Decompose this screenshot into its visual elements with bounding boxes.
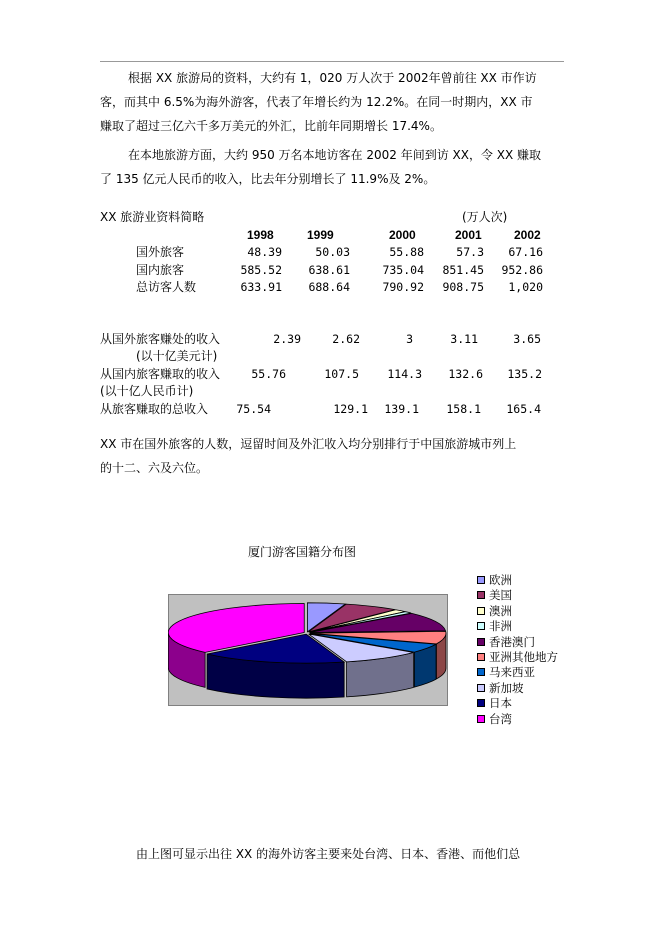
text-line: 客，而其中 6.5%为海外游客，代表了年增长约为 12.2%。在同一时期内，XX 市 (100, 95, 533, 109)
row-sublabel: (以十亿人民币计) (100, 384, 194, 398)
row-label: 从旅客赚取的总收入 (100, 402, 209, 416)
table-cell: 55.76 (251, 367, 286, 381)
legend-label: 亚洲其他地方 (489, 650, 558, 664)
legend-swatch (477, 591, 485, 599)
text-line: 赚取了超过三亿六千多万美元的外汇，比前年同期增长 17.4%。 (100, 119, 442, 133)
table-unit: (万人次) (462, 210, 508, 224)
legend-swatch (477, 622, 485, 630)
legend-label: 澳洲 (489, 603, 512, 618)
legend-label: 马来西亚 (489, 665, 535, 680)
table-cell: 638.61 (308, 263, 350, 277)
legend-swatch (477, 653, 485, 661)
legend-label: 香港澳门 (489, 634, 535, 649)
text-line: 了 135 亿元人民币的收入，比去年分别增长了 11.9%及 2%。 (100, 172, 436, 186)
legend-swatch (477, 684, 485, 692)
row-label: 从国外旅客赚处的收入 (100, 332, 221, 346)
legend-swatch (477, 668, 485, 676)
legend-label: 日本 (489, 696, 512, 711)
year-header: 2002 (514, 228, 541, 242)
paragraph-ranking (100, 432, 562, 480)
table-cell: 135.2 (507, 367, 542, 381)
table-cell: 57.3 (456, 245, 484, 259)
legend-swatch (477, 638, 485, 646)
legend-label: 新加坡 (489, 680, 524, 695)
table-cell: 908.75 (442, 280, 484, 294)
row-sublabel: (以十亿美元计) (136, 349, 218, 363)
table-cell: 114.3 (387, 367, 422, 381)
paragraph-conclusion (136, 842, 598, 866)
text-line: 根据 XX 旅游局的资料，大约有 1，020 万人次于 2002年曾前往 XX 市作访 (128, 71, 537, 85)
year-header: 1999 (307, 228, 334, 242)
table-title: XX 旅游业资料简略 (100, 210, 205, 224)
chart-title: 厦门游客国籍分布图 (248, 545, 357, 559)
table-cell: 735.04 (382, 263, 424, 277)
legend-swatch (477, 607, 485, 615)
legend-label: 美国 (489, 588, 512, 603)
paragraph-domestic-visitors (100, 143, 562, 191)
year-header: 2000 (389, 228, 416, 242)
row-label: 总访客人数 (136, 280, 197, 294)
table-cell: 633.91 (240, 280, 282, 294)
table-cell: 790.92 (382, 280, 424, 294)
legend-label: 台湾 (489, 711, 512, 726)
table-cell: 165.4 (506, 402, 541, 416)
table-cell: 2.39 (273, 332, 301, 346)
table-cell: 107.5 (324, 367, 359, 381)
text-line: 由上图可显示出往 XX 的海外访客主要来处台湾、日本、香港、而他们总 (136, 847, 521, 861)
legend-swatch (477, 699, 485, 707)
table-cell: 158.1 (446, 402, 481, 416)
header-rule (100, 61, 564, 62)
table-cell: 75.54 (236, 402, 271, 416)
table-cell: 139.1 (384, 402, 419, 416)
table-cell: 585.52 (240, 263, 282, 277)
table-cell: 48.39 (247, 245, 282, 259)
row-label: 从国内旅客赚取的收入 (100, 367, 221, 381)
row-label: 国外旅客 (136, 245, 185, 259)
table-cell: 132.6 (448, 367, 483, 381)
legend-swatch (477, 576, 485, 584)
pie-chart (168, 594, 448, 706)
table-cell: 952.86 (501, 263, 543, 277)
legend-swatch (477, 715, 485, 723)
text-line: XX 市在国外旅客的人数，逗留时间及外汇收入均分别排行于中国旅游城市列上 (100, 437, 517, 451)
table-cell: 129.1 (333, 402, 368, 416)
row-label: 国内旅客 (136, 263, 185, 277)
legend-label: 欧洲 (489, 573, 512, 587)
table-cell: 1,020 (508, 280, 543, 294)
year-header: 2001 (455, 228, 482, 242)
table-cell: 3 (406, 332, 413, 346)
legend-label: 非洲 (489, 619, 512, 634)
table-cell: 50.03 (315, 245, 350, 259)
table-cell: 3.65 (513, 332, 541, 346)
text-line: 在本地旅游方面，大约 950 万名本地访客在 2002 年间到访 XX，令 XX 赚取 (128, 148, 542, 162)
paragraph-overseas-visitors (100, 66, 562, 138)
table-cell: 67.16 (508, 245, 543, 259)
table-cell: 3.11 (450, 332, 478, 346)
table-cell: 851.45 (442, 263, 484, 277)
table-cell: 55.88 (389, 245, 424, 259)
year-header: 1998 (247, 228, 274, 242)
table-cell: 688.64 (308, 280, 350, 294)
table-cell: 2.62 (332, 332, 360, 346)
text-line: 的十二、六及六位。 (100, 461, 209, 475)
